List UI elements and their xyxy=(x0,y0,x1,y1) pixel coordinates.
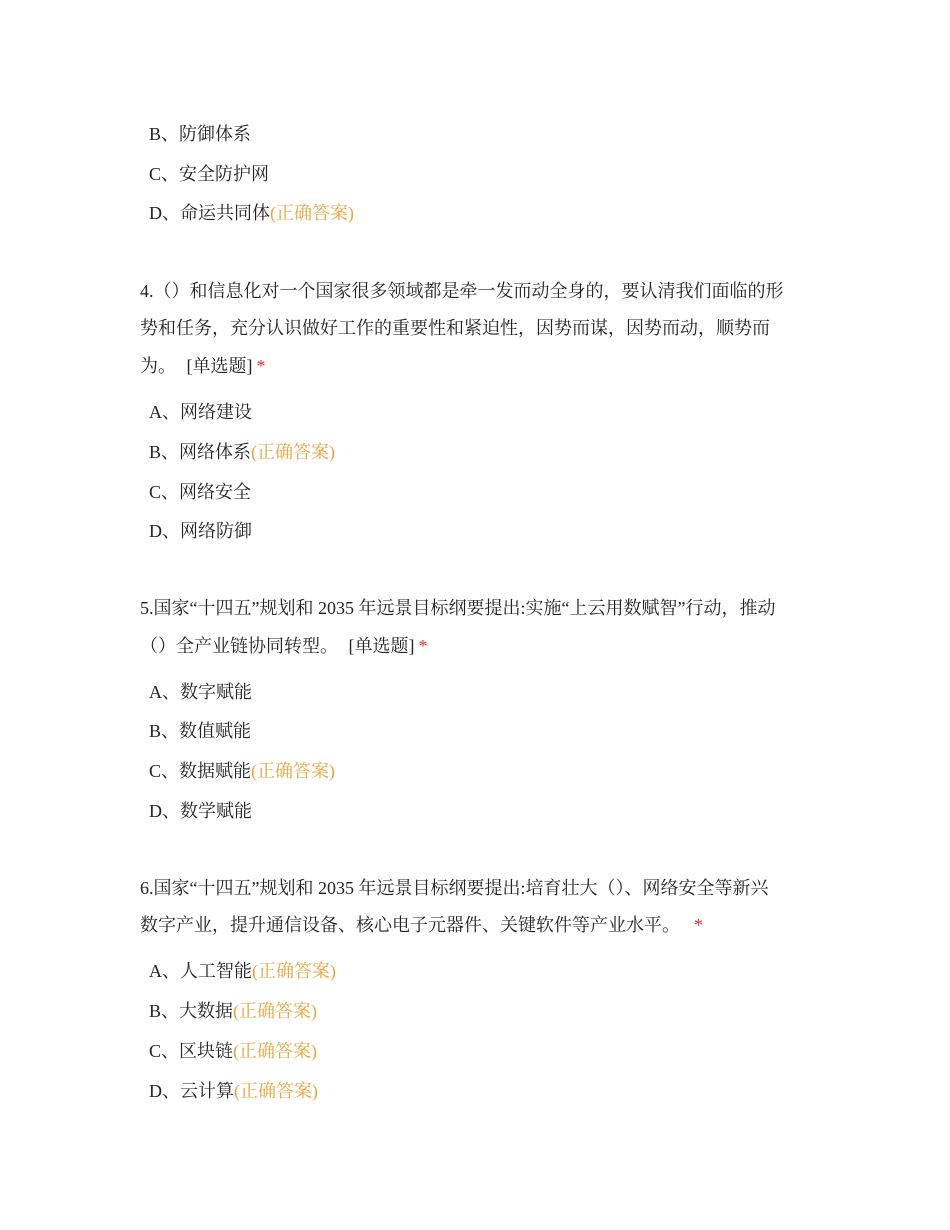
q6-option-d xyxy=(149,1079,318,1103)
option-text: A、网络建设 xyxy=(149,402,252,422)
option-text: A、人工智能 xyxy=(149,961,252,981)
q4-text-line-1: 4.（）和信息化对一个国家很多领域都是牵一发而动全身的，要认清我们面临的形 xyxy=(140,281,784,301)
q5-text-line-1: 5.国家“十四五”规划和 2035 年远景目标纲要提出:实施“上云用数赋智”行动，推动 xyxy=(140,598,776,618)
q5-option-c xyxy=(149,759,335,783)
question-text: 为。 xyxy=(140,356,176,376)
correct-answer-label: (正确答案) xyxy=(233,1041,318,1061)
option-text: B、防御体系 xyxy=(149,124,252,144)
option-text: D、网络防御 xyxy=(149,521,252,541)
q4-text-line-3 xyxy=(140,354,266,378)
q6-text-line-1: 6.国家“十四五”规划和 2035 年远景目标纲要提出:培育壮大（）、网络安全等新兴 xyxy=(140,878,769,898)
required-mark: * xyxy=(256,356,266,376)
required-mark: * xyxy=(694,915,703,935)
option-text: B、数值赋能 xyxy=(149,721,252,741)
correct-answer-label: (正确答案) xyxy=(270,203,354,223)
option-text: C、网络安全 xyxy=(149,482,252,502)
correct-answer-label: (正确答案) xyxy=(252,961,336,981)
option-text: D、数学赋能 xyxy=(149,801,252,821)
option-text: D、命运共同体 xyxy=(149,203,270,223)
option-text: C、区块链 xyxy=(149,1041,234,1061)
option-text: A、数字赋能 xyxy=(149,682,252,702)
correct-answer-label: (正确答案) xyxy=(251,761,336,781)
q5-option-a xyxy=(149,680,252,704)
q5-option-b xyxy=(149,719,251,743)
q3-option-d xyxy=(149,201,354,225)
question-text: （）全产业链协同转型。 xyxy=(140,636,338,656)
correct-answer-label: (正确答案) xyxy=(233,1001,318,1021)
option-text: B、大数据 xyxy=(149,1001,234,1021)
q5-text-line-2 xyxy=(140,634,428,658)
q6-option-a xyxy=(149,959,336,983)
q4-option-c xyxy=(149,480,251,504)
option-text: C、安全防护网 xyxy=(149,164,270,184)
option-text: B、网络体系 xyxy=(149,442,252,462)
q6-option-c xyxy=(149,1039,317,1063)
q3-option-b xyxy=(149,122,251,146)
q6-option-b xyxy=(149,999,317,1023)
q4-option-a xyxy=(149,400,252,424)
correct-answer-label: (正确答案) xyxy=(251,442,336,462)
q4-option-b xyxy=(149,440,335,464)
question-type-tag: [单选题] xyxy=(348,636,415,656)
q5-option-d xyxy=(149,799,252,823)
q3-option-c xyxy=(149,162,269,186)
q4-option-d xyxy=(149,519,252,543)
q4-text-line-2: 势和任务，充分认识做好工作的重要性和紧迫性，因势而谋，因势而动，顺势而 xyxy=(140,318,770,338)
correct-answer-label: (正确答案) xyxy=(234,1081,318,1101)
option-text: D、云计算 xyxy=(149,1081,234,1101)
question-text: 数字产业，提升通信设备、核心电子元器件、关键软件等产业水平。 xyxy=(140,915,680,935)
q6-text-line-2 xyxy=(140,913,703,937)
question-type-tag: [单选题] xyxy=(186,356,253,376)
required-mark: * xyxy=(418,636,428,656)
option-text: C、数据赋能 xyxy=(149,761,252,781)
